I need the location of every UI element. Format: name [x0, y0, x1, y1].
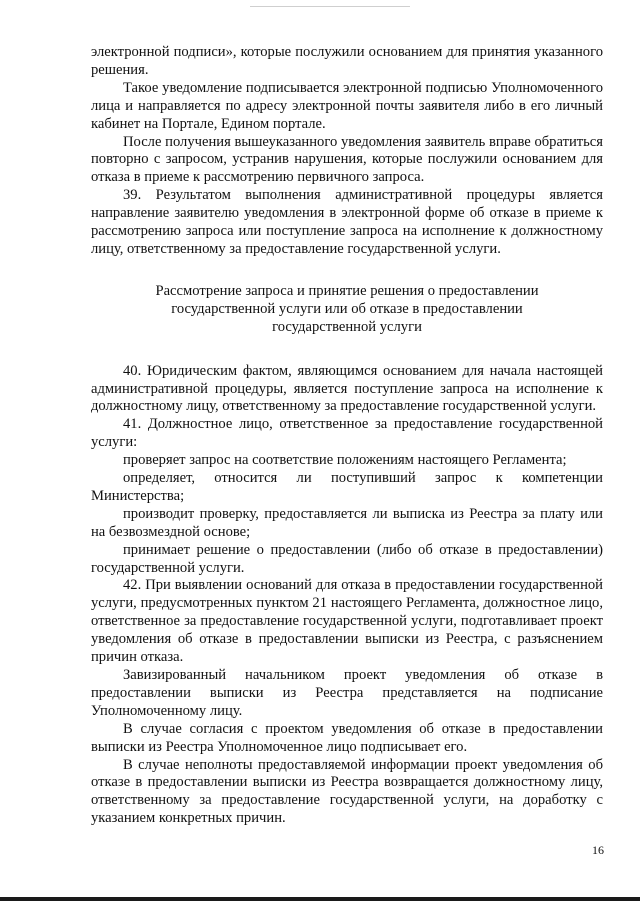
paragraph: электронной подписи», которые послужили основанием для принятия указанного решения. — [91, 44, 603, 78]
scan-artifact-line — [250, 6, 410, 7]
list-item: производит проверку, предоставляется ли выписка из Реестра за плату или на безвозмездной основе; — [91, 505, 603, 540]
paragraph: В случае неполноты предоставляемой информации проект уведомления об отказе в предоставлении выписки из Реестра возвращается должностному лицу, ответственному за предоставление государственной услуги, на доработку с указанием конкретных причин. — [91, 756, 603, 827]
document-body — [91, 44, 603, 828]
paragraph: В случае согласия с проектом уведомления об отказе в предоставлении выписки из Реестра Уполномоченное лицо подписывает его. — [91, 720, 603, 755]
list-item: проверяет запрос на соответствие положениям настоящего Регламента; — [123, 452, 567, 469]
paragraph-40: 40. Юридическим фактом, являющимся основанием для начала настоящей административной процедуры, является поступление запроса на исполнение к должностному лицу, ответственному за предоставление государственной услуги. — [91, 362, 603, 415]
list-item: принимает решение о предоставлении (либо об отказе в предоставлении) государственной услуги. — [91, 541, 603, 576]
section-heading — [91, 283, 603, 337]
paragraph-39: 39. Результатом выполнения административной процедуры является направление заявителю уведомления в электронной форме об отказе в приеме к рассмотрению запроса или поступление запроса на исполнение к должностному лицу, ответственному за предоставление государственной услуги. — [91, 187, 603, 257]
page-number: 16 — [592, 843, 604, 857]
paragraph-41: 41. Должностное лицо, ответственное за предоставление государственной услуги: — [91, 416, 603, 451]
section-heading-line: государственной услуги — [272, 318, 422, 335]
section-heading-line: государственной услуги или об отказе в предоставлении — [171, 300, 523, 317]
paragraph: Такое уведомление подписывается электронной подписью Уполномоченного лица и направляется по адресу электронной почты заявителя либо в его личный кабинет на Портале, Едином портале. — [91, 79, 603, 132]
list-item: определяет, относится ли поступивший запрос к компетенции Министерства; — [91, 470, 603, 504]
paragraph: Завизированный начальником проект уведомления об отказе в предоставлении выписки из Реестра представляется на подписание Уполномоченному лицу. — [91, 667, 603, 719]
section-heading-line: Рассмотрение запроса и принятие решения о предоставлении — [155, 282, 539, 299]
scan-edge — [0, 897, 640, 901]
paragraph-42: 42. При выявлении оснований для отказа в предоставлении государственной услуги, предусмотренных пунктом 21 настоящего Регламента, должностное лицо, ответственное за предоставление государственной услуги, подготавливает проект уведомления об отказе в предоставлении выписки из Реестра, с разъяснением причин отказа. — [91, 577, 603, 666]
paragraph: После получения вышеуказанного уведомления заявитель вправе обратиться повторно с запросом, устранив нарушения, которые послужили основанием для отказа в приеме к рассмотрению первичного запроса. — [91, 133, 603, 186]
